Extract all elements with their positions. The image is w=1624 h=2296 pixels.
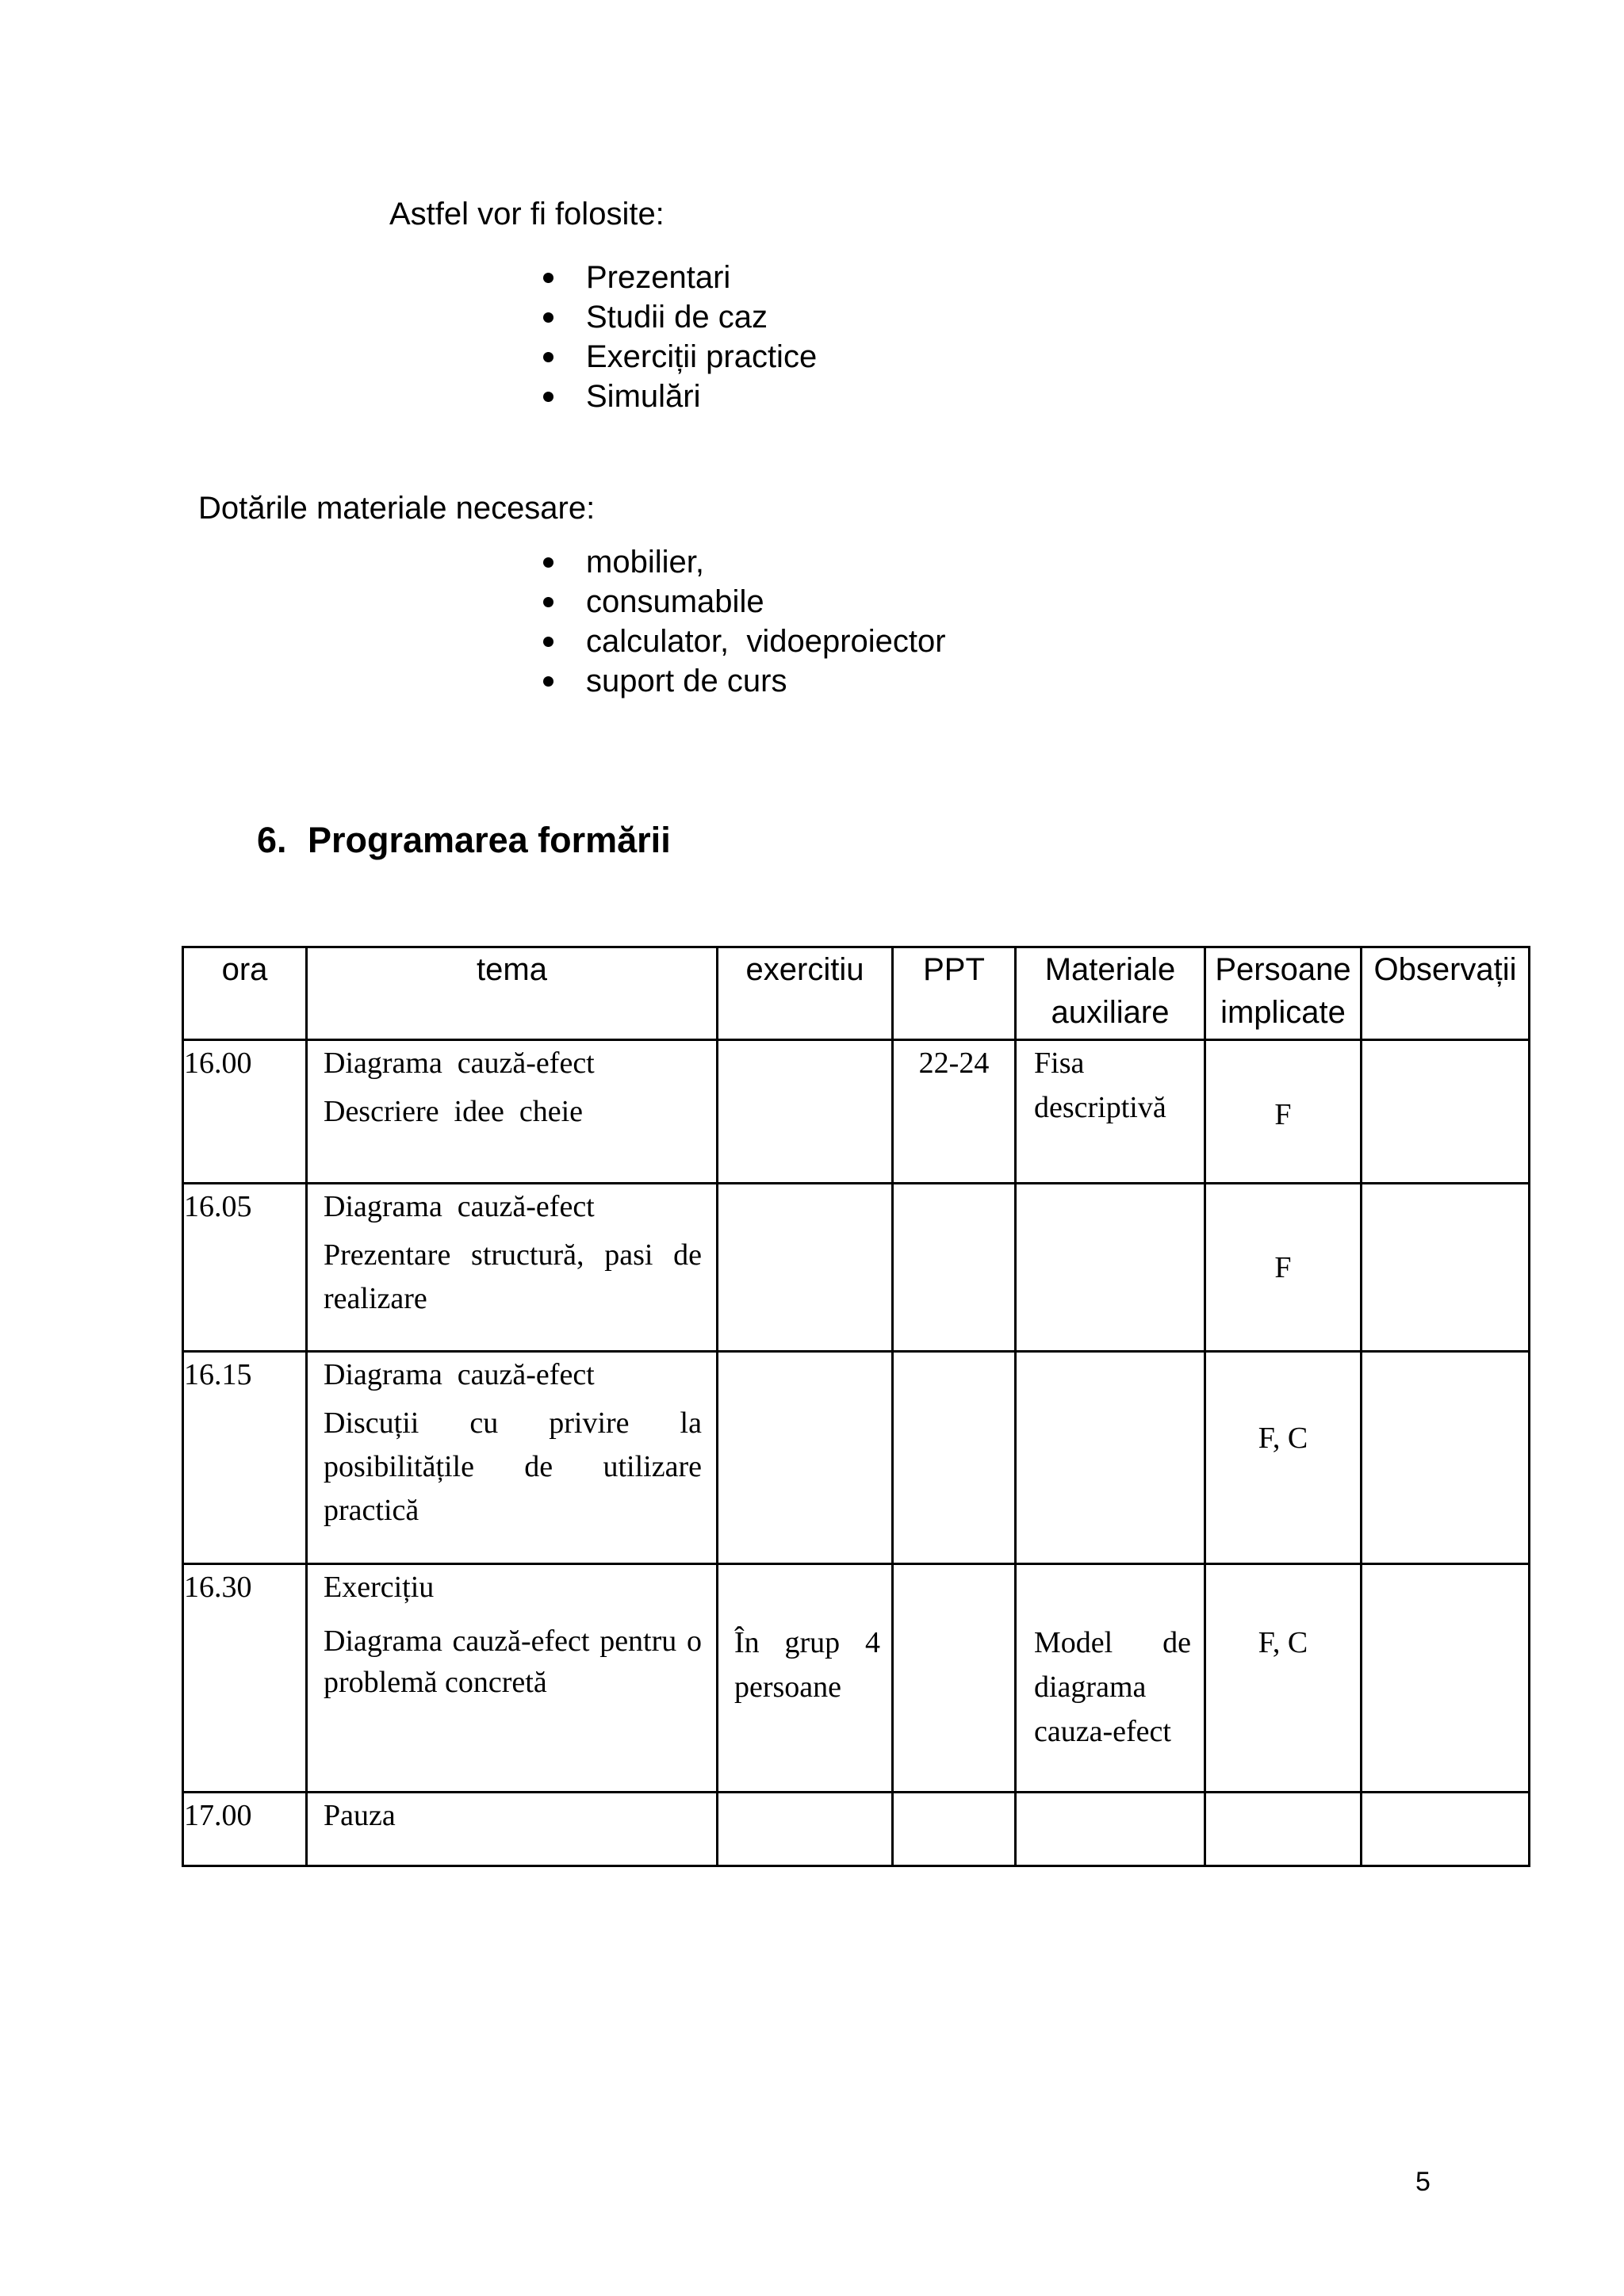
- schedule-table: [182, 946, 1530, 1867]
- cell-exercitiu: [718, 1793, 893, 1866]
- cell-materiale: [1016, 1184, 1205, 1352]
- list-item: [543, 258, 817, 297]
- section-title: Programarea formării: [308, 820, 671, 860]
- cell-materiale: [1016, 1352, 1205, 1564]
- tema-title: Diagrama cauză-efect: [324, 1047, 595, 1080]
- header-materiale-line: auxiliare: [1051, 995, 1170, 1030]
- list-item-text: consumabile: [586, 584, 764, 619]
- cell-observatii: [1362, 1184, 1530, 1352]
- list-item: [543, 622, 946, 661]
- list-item: [543, 297, 817, 337]
- header-ora: ora: [183, 947, 307, 1040]
- cell-persoane: [1205, 1793, 1362, 1866]
- cell-ora: 16.30: [183, 1564, 307, 1793]
- table-row: [183, 1564, 1530, 1793]
- header-persoane-line: implicate: [1220, 995, 1346, 1030]
- cell-ora: 16.15: [183, 1352, 307, 1564]
- cell-observatii: [1362, 1352, 1530, 1564]
- cell-exercitiu: [718, 1184, 893, 1352]
- cell-tema: [307, 1184, 718, 1352]
- methods-list: [543, 258, 817, 416]
- bullet-icon: [543, 676, 553, 687]
- cell-ora: 16.05: [183, 1184, 307, 1352]
- table-row: [183, 1793, 1530, 1866]
- tema-title: Exercițiu: [324, 1571, 435, 1604]
- cell-materiale: [1016, 1793, 1205, 1866]
- tema-description: Descriere idee cheie: [324, 1095, 584, 1128]
- list-item-text: Studii de caz: [586, 300, 768, 335]
- list-item-text: Exerciții practice: [586, 339, 818, 374]
- cell-exercitiu: [718, 1040, 893, 1184]
- table-row: [183, 1352, 1530, 1564]
- cell-persoane: F, C: [1205, 1564, 1362, 1793]
- tema-description: Diagrama cauză-efect pentru o problemă concretă: [324, 1624, 702, 1699]
- list-item-text: Prezentari: [586, 260, 731, 295]
- list-item: [543, 582, 946, 622]
- cell-tema: [307, 1564, 718, 1793]
- section-heading: [257, 818, 671, 863]
- header-ppt: PPT: [893, 947, 1016, 1040]
- list-item-text: suport de curs: [586, 664, 787, 698]
- tema-title: Diagrama cauză-efect: [324, 1358, 595, 1391]
- cell-ppt: [893, 1184, 1016, 1352]
- cell-observatii: [1362, 1564, 1530, 1793]
- cell-persoane: F, C: [1205, 1352, 1362, 1564]
- cell-observatii: [1362, 1040, 1530, 1184]
- cell-ora: 16.00: [183, 1040, 307, 1184]
- header-persoane-line: Persoane: [1215, 952, 1351, 987]
- header-observatii: Observații: [1362, 947, 1530, 1040]
- list-item: [543, 661, 946, 701]
- materials-list: [543, 542, 946, 701]
- cell-ppt: [893, 1564, 1016, 1793]
- cell-observatii: [1362, 1793, 1530, 1866]
- bullet-icon: [543, 352, 553, 362]
- cell-persoane: F: [1205, 1184, 1362, 1352]
- intro-lead: Astfel vor fi folosite:: [389, 197, 665, 232]
- list-item-text: calculator, vidoeproiector: [586, 624, 946, 659]
- bullet-icon: [543, 637, 553, 647]
- list-item-text: mobilier,: [586, 545, 704, 580]
- header-tema: tema: [307, 947, 718, 1040]
- table-row: [183, 1040, 1530, 1184]
- list-item-text: Simulări: [586, 379, 701, 414]
- cell-tema: [307, 1793, 718, 1866]
- materials-lead: Dotările materiale necesare:: [198, 491, 596, 526]
- bullet-icon: [543, 312, 553, 323]
- cell-ppt: [893, 1352, 1016, 1564]
- cell-ora: 17.00: [183, 1793, 307, 1866]
- cell-ppt: 22-24: [893, 1040, 1016, 1184]
- cell-materiale: Fisa descriptivă: [1016, 1040, 1205, 1184]
- cell-tema: [307, 1352, 718, 1564]
- section-number: 6.: [257, 820, 287, 860]
- cell-exercitiu: În grup 4 persoane: [718, 1564, 893, 1793]
- header-exercitiu: exercitiu: [718, 947, 893, 1040]
- tema-description: Prezentare structură, pasi de realizare: [324, 1238, 702, 1315]
- tema-description-line: posibilitățile de utilizare: [324, 1450, 702, 1483]
- tema-title: Pauza: [324, 1799, 396, 1832]
- cell-persoane: F: [1205, 1040, 1362, 1184]
- tema-description-line: Discuții cu privire la: [324, 1406, 702, 1440]
- cell-materiale: Model de diagrama cauza-efect: [1016, 1564, 1205, 1793]
- list-item: [543, 337, 817, 377]
- bullet-icon: [543, 273, 553, 283]
- cell-ppt: [893, 1793, 1016, 1866]
- header-persoane: [1205, 947, 1362, 1040]
- header-materiale: [1016, 947, 1205, 1040]
- cell-tema: [307, 1040, 718, 1184]
- list-item: [543, 542, 946, 582]
- table-row: [183, 1184, 1530, 1352]
- header-materiale-line: Materiale: [1044, 952, 1176, 987]
- page-number: 5: [1415, 2167, 1431, 2197]
- bullet-icon: [543, 557, 553, 568]
- list-item: [543, 377, 817, 416]
- tema-description-line: practică: [324, 1494, 419, 1527]
- bullet-icon: [543, 597, 553, 607]
- tema-description: [308, 1397, 716, 1533]
- bullet-icon: [543, 392, 553, 402]
- tema-title: Diagrama cauză-efect: [324, 1190, 595, 1223]
- cell-exercitiu: [718, 1352, 893, 1564]
- table-header-row: [183, 947, 1530, 1040]
